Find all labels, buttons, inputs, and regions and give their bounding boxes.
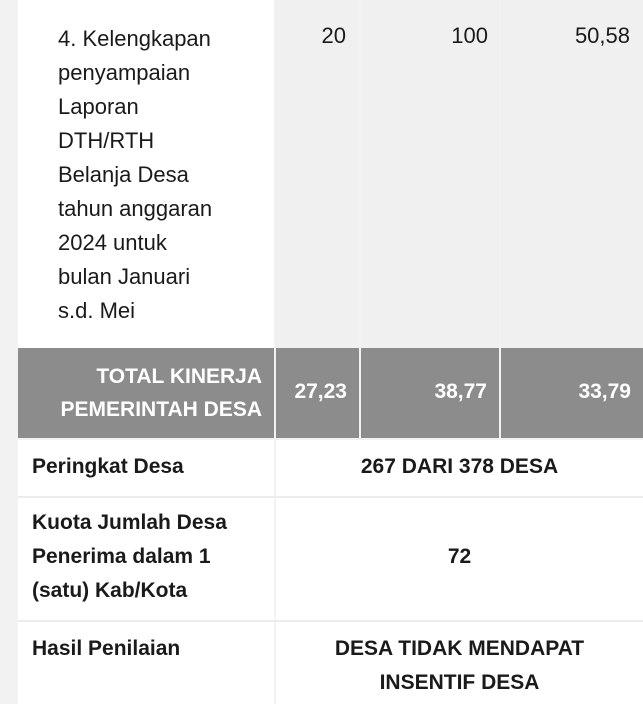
peringkat-value: 267 DARI 378 DESA <box>360 455 559 478</box>
indicator-label: 4. Kelengkapan penyampaian Laporan DTH/RTH Belanja Desa tahun anggaran 2024 untuk bulan Januari s.d. Mei <box>58 26 213 323</box>
total-value-3: 33,79 <box>578 380 631 403</box>
hasil-label-cell <box>18 622 274 704</box>
target-cell <box>361 0 499 348</box>
total-target-cell <box>361 348 499 438</box>
hasil-value-cell <box>276 622 643 704</box>
kuota-value: 72 <box>447 545 472 568</box>
indicator-target: 100 <box>451 23 488 48</box>
total-label-cell <box>18 348 274 438</box>
nilai-cell <box>501 0 643 348</box>
total-value-1: 27,23 <box>294 380 347 403</box>
total-bobot-cell <box>276 348 359 438</box>
peringkat-label-cell <box>18 440 274 496</box>
kuota-value-cell <box>276 498 643 620</box>
total-label: TOTAL KINERJA PEMERINTAH DESA <box>60 365 262 421</box>
indicator-nilai: 50,58 <box>574 23 630 48</box>
indicator-bobot: 20 <box>321 23 346 48</box>
kuota-label-cell <box>18 498 274 620</box>
hasil-value: DESA TIDAK MENDAPAT INSENTIF DESA <box>334 637 585 694</box>
hasil-row <box>0 622 643 704</box>
peringkat-row <box>0 440 643 496</box>
kuota-label: Kuota Jumlah Desa Penerima dalam 1 (satu) Kab/Kota <box>32 511 227 602</box>
peringkat-label: Peringkat Desa <box>32 455 184 478</box>
total-nilai-cell <box>501 348 643 438</box>
peringkat-value-cell <box>276 440 643 496</box>
indicator-row <box>0 0 643 348</box>
kuota-row <box>0 498 643 620</box>
total-value-2: 38,77 <box>434 380 487 403</box>
hasil-label: Hasil Penilaian <box>32 637 181 660</box>
bobot-cell <box>276 0 359 348</box>
total-row <box>0 348 643 438</box>
